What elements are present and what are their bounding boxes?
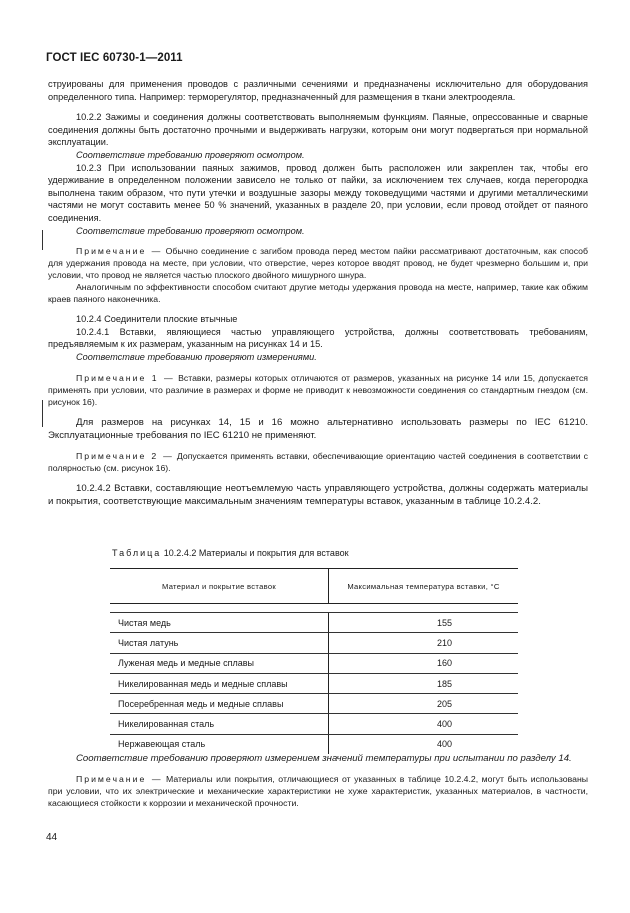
paragraph: Соответствие требованию проверяют осмотром. — [76, 225, 305, 236]
temperature-cell: 155 — [329, 613, 519, 633]
note — [48, 773, 588, 809]
column-header-material: Материал и покрытие вставок — [110, 569, 329, 604]
table-row — [110, 694, 518, 714]
material-cell: Луженая медь и медные сплавы — [110, 653, 329, 673]
paragraph: струированы для применения проводов с различными сечениями и предназначены исключительно для оборудования определенного типа. Например: терморегулятор, предназначенный для размещения в ткани электроодеяла. — [48, 79, 588, 102]
note-label: Примечание — — [76, 246, 163, 257]
note — [48, 245, 588, 281]
page-number: 44 — [46, 832, 58, 843]
paragraph: Для размеров на рисунках 14, 15 и 16 можно альтернативно использовать размеры по IEC 61210. Эксплуатационные требования по IEC 61210 не применяют. — [48, 416, 588, 441]
column-header-temperature: Максимальная температура вставки, °С — [329, 569, 519, 604]
note-text: Вставки, размеры которых отличаются от размеров, указанных на рисунке 14 или 15, допускается применять при условии, что различие в размерах и форме не приводит к невозможности соединения со стандартным гнездом (см. рисунок 16). — [48, 372, 588, 407]
table-caption-text: 10.2.4.2 Материалы и покрытия для вставок — [161, 548, 349, 558]
table-row — [110, 613, 518, 633]
temperature-cell: 400 — [329, 714, 519, 734]
temperature-cell: 400 — [329, 734, 519, 754]
text-block-bottom — [48, 752, 588, 809]
paragraph: Соответствие требованию проверяют измерениями. — [76, 351, 317, 362]
paragraph: Соответствие требованию проверяют измерением значений температуры при испытании по разделу 14. — [76, 753, 572, 764]
note — [48, 450, 588, 474]
material-cell: Никелированная сталь — [110, 714, 329, 734]
temperature-cell: 185 — [329, 673, 519, 693]
temperature-cell: 210 — [329, 633, 519, 653]
note-text: Материалы или покрытия, отличающиеся от указанных в таблице 10.2.4.2, могут быть использованы при условии, что их электрические и механические характеристики не хуже характеристик, указанных материалов, в частности, касающиеся стойкости к коррозии и механической прочности. — [48, 774, 589, 808]
note-label: Примечание 2 — — [76, 450, 174, 461]
note-text: Обычно соединение с загибом провода перед местом пайки рассматривают достаточным, как способ для удержания провода на месте, при условии, что отверстие, через которое вводят провод, не будет чрезмерно большим и, при условии, что провод не является частью плоского двойного мишурного шнура. — [48, 246, 588, 281]
change-bar — [42, 230, 43, 250]
paragraph: 10.2.4.2 Вставки, составляющие неотъемлемую часть управляющего устройства, должны содержать материалы и покрытия, соответствующие максимальным значениям температуры вставок, указанным в таблице 10.2.4.2. — [48, 482, 588, 507]
table-row — [110, 673, 518, 693]
materials-table — [110, 568, 518, 754]
temperature-cell: 160 — [329, 653, 519, 673]
paragraph: 10.2.4.1 Вставки, являющиеся частью управляющего устройства, должны соответствовать требованиям, предъявляемым к их размерам, указанным на рисунках 14 и 15. — [48, 326, 588, 350]
note-text: Допускается применять вставки, обеспечивающие ориентацию частей соединения в соответствии с полярностью (см. рисунок 16). — [48, 450, 588, 473]
material-cell: Никелированная медь и медные сплавы — [110, 673, 329, 693]
material-cell: Чистая латунь — [110, 633, 329, 653]
table-header-row — [110, 569, 518, 604]
document-header: ГОСТ IEC 60730-1—2011 — [46, 52, 183, 64]
table-row — [110, 653, 518, 673]
table-caption — [112, 548, 349, 558]
text-block-top — [48, 78, 588, 508]
note — [48, 372, 588, 408]
temperature-cell: 205 — [329, 694, 519, 714]
table-row — [110, 714, 518, 734]
note-label: Примечание 1 — — [76, 372, 175, 383]
table-row — [110, 633, 518, 653]
note-label: Примечание — — [76, 774, 163, 784]
table-caption-label: Таблица — [112, 548, 162, 558]
material-cell: Нержавеющая сталь — [118, 739, 206, 750]
material-cell: Посеребренная медь и медные сплавы — [110, 694, 329, 714]
note: Аналогичным по эффективности способом считают другие методы удержания провода на месте, например, такие как обжим краев паяного наконечника. — [48, 282, 588, 305]
change-bar — [42, 400, 43, 427]
material-cell: Чистая медь — [110, 613, 329, 633]
paragraph: 10.2.2 Зажимы и соединения должны соответствовать выполняемым функциям. Паяные, опрессованные и сварные соединения должны быть достаточно прочными и выдерживать нагрузки, которым они могут подвергаться при нормальной эксплуатации. — [48, 112, 588, 148]
paragraph: 10.2.3 При использовании паяных зажимов, провод должен быть расположен или закреплен так, чтобы его удерживание в определенном положении зависело не только от пайки, за исключением тех случаев, когда перегородка выполнена таким образом, что пути утечки и воздушные зазоры между токоведущими частями и другими металлическими частями не могут составить менее 50 % значений, указанных в разделе 20, при условии, если провод отойдет от паяного соединения. — [48, 162, 588, 223]
paragraph: Соответствие требованию проверяют осмотром. — [76, 149, 305, 160]
paragraph: 10.2.4 Соединители плоские втычные — [76, 314, 238, 325]
table-spacer-row — [110, 604, 518, 613]
